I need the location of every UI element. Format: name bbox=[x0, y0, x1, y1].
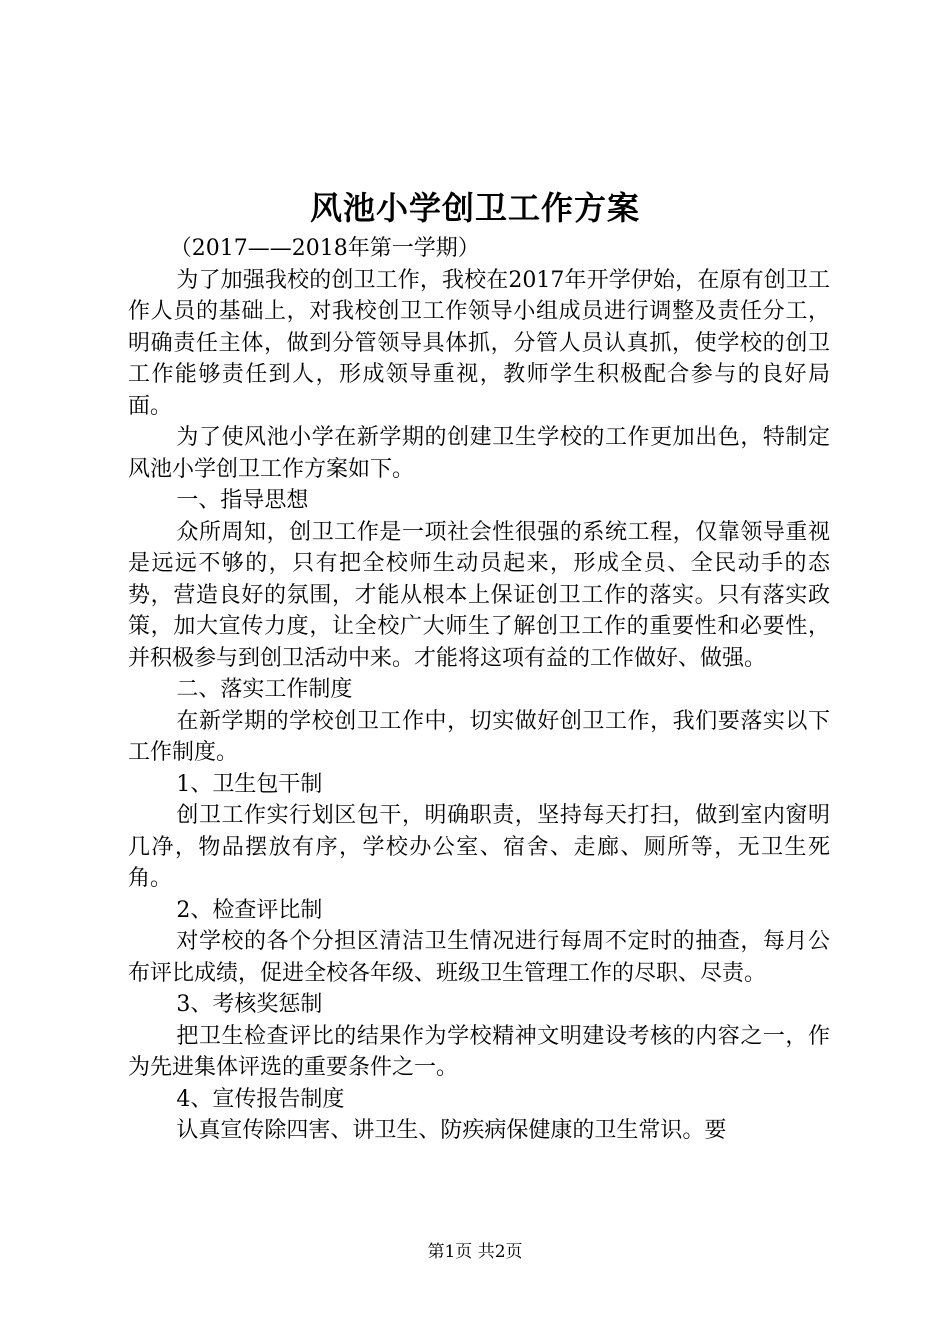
subsection-heading-assessment: 3、考核奖惩制 bbox=[176, 992, 323, 1017]
paragraph-assessment: 把卫生检查评比的结果作为学校精神文明建设考核的内容之一，作为先进集体评选的重要条件之一。 bbox=[128, 1023, 830, 1080]
section-heading-guiding-ideology: 一、指导思想 bbox=[176, 488, 309, 513]
paragraph-publicity: 认真宣传除四害、讲卫生、防疾病保健康的卫生常识。要 bbox=[176, 1118, 727, 1143]
document-subtitle: （2017——2018年第一学期） bbox=[169, 236, 480, 261]
subsection-heading-inspection: 2、检查评比制 bbox=[176, 897, 323, 923]
subsection-heading-hygiene-contract: 1、卫生包干制 bbox=[176, 771, 323, 797]
paragraph-intro: 为了加强我校的创卫工作，我校在2017年开学伊始，在原有创卫工作人员的基础上，对我校创卫工作领导小组成员进行调整及责任分工，明确责任主体，做到分管领导具体抓，分管人员认真抓，使学校的创卫工作能够责任到人，形成领导重视，教师学生积极配合参与的良好局面。 bbox=[128, 267, 830, 419]
page-number-footer: 第1页 共2页 bbox=[427, 1242, 523, 1262]
document-body bbox=[128, 233, 830, 1147]
section-heading-work-system: 二、落实工作制度 bbox=[176, 677, 353, 702]
page-title: 风池小学创卫工作方案 bbox=[309, 189, 640, 227]
paragraph-inspection: 对学校的各个分担区清洁卫生情况进行每周不定时的抽查，每月公布评比成绩，促进全校各年级、班级卫生管理工作的尽职、尽责。 bbox=[128, 929, 830, 986]
paragraph-guiding-ideology: 众所周知，创卫工作是一项社会性很强的系统工程，仅靠领导重视是远远不够的，只有把全校师生动员起来，形成全员、全民动手的态势，营造良好的氛围，才能从根本上保证创卫工作的落实。只有落实政策，加大宣传力度，让全校广大师生了解创卫工作的重要性和必要性，并积极参与到创卫活动中来。才能将这项有益的工作做好、做强。 bbox=[128, 519, 830, 671]
paragraph-work-system: 在新学期的学校创卫工作中，切实做好创卫工作，我们要落实以下工作制度。 bbox=[128, 708, 830, 765]
subsection-heading-publicity: 4、宣传报告制度 bbox=[176, 1086, 345, 1112]
paragraph-hygiene-contract: 创卫工作实行划区包干，明确职责，坚持每天打扫，做到室内窗明几净，物品摆放有序，学校办公室、宿舍、走廊、厕所等，无卫生死角。 bbox=[128, 803, 830, 891]
paragraph-purpose: 为了使风池小学在新学期的创建卫生学校的工作更加出色，特制定风池小学创卫工作方案如下。 bbox=[128, 425, 830, 482]
